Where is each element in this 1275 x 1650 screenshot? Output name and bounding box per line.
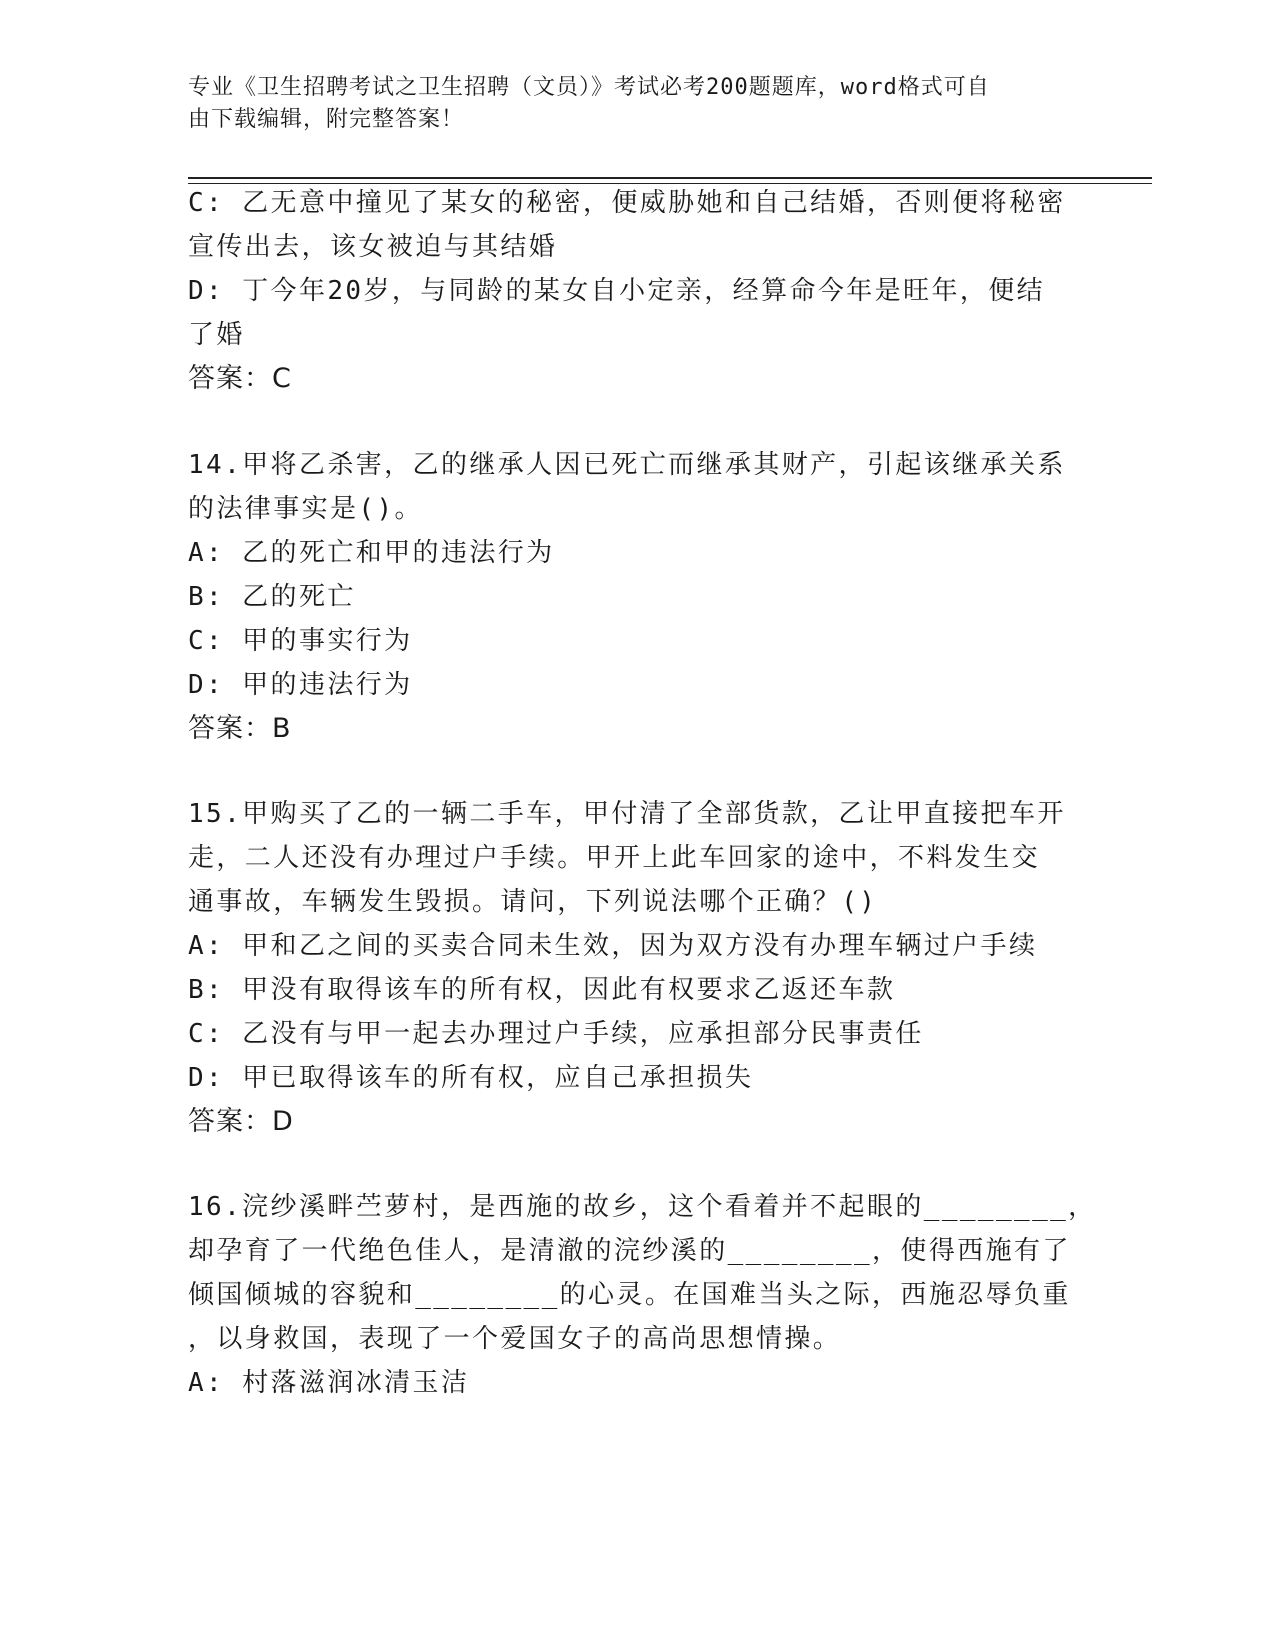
q15-option-b: B: 甲没有取得该车的所有权，因此有权要求乙返还车款 bbox=[188, 975, 896, 1005]
q15-option-a: A: 甲和乙之间的买卖合同未生效，因为双方没有办理车辆过户手续 bbox=[188, 931, 1038, 961]
q14-stem-line-2: 的法律事实是()。 bbox=[188, 494, 423, 524]
header-line-1: 专业《卫生招聘考试之卫生招聘（文员）》考试必考200题题库，word格式可自 bbox=[188, 75, 990, 100]
q15-option-c: C: 乙没有与甲一起去办理过户手续，应承担部分民事责任 bbox=[188, 1019, 924, 1049]
header-line-2: 由下载编辑，附完整答案！ bbox=[188, 107, 465, 132]
q15-stem-line-2: 走，二人还没有办理过户手续。甲开上此车回家的途中，不料发生交 bbox=[188, 843, 1041, 873]
q13-option-d-line-1: D: 丁今年20岁，与同龄的某女自小定亲，经算命今年是旺年，便结 bbox=[188, 276, 1046, 306]
q15-option-d: D: 甲已取得该车的所有权，应自己承担损失 bbox=[188, 1063, 754, 1093]
q13-option-c-line-2: 宣传出去，该女被迫与其结婚 bbox=[188, 232, 558, 262]
q16-stem-line-1: 16.浣纱溪畔苎萝村，是西施的故乡，这个看着并不起眼的________， bbox=[188, 1192, 1097, 1222]
q14-answer: 答案：B bbox=[188, 713, 292, 744]
q14-option-c: C: 甲的事实行为 bbox=[188, 626, 413, 656]
header-divider-thick bbox=[188, 177, 1152, 179]
q15-stem-line-1: 15.甲购买了乙的一辆二手车，甲付清了全部货款，乙让甲直接把车开 bbox=[188, 799, 1066, 829]
q16-stem-line-2: 却孕育了一代绝色佳人，是清澈的浣纱溪的________，使得西施有了 bbox=[188, 1236, 1071, 1266]
q14-option-a: A: 乙的死亡和甲的违法行为 bbox=[188, 538, 555, 568]
document-header bbox=[188, 72, 1068, 136]
q13-option-c-line-1: C: 乙无意中撞见了某女的秘密，便威胁她和自己结婚，否则便将秘密 bbox=[188, 188, 1066, 218]
q16-stem-line-4: ，以身救国，表现了一个爱国女子的高尚思想情操。 bbox=[188, 1324, 842, 1354]
q15-stem-line-3: 通事故，车辆发生毁损。请问，下列说法哪个正确？() bbox=[188, 887, 878, 917]
q13-option-d-line-2: 了婚 bbox=[188, 320, 245, 350]
q14-stem-line-1: 14.甲将乙杀害，乙的继承人因已死亡而继承其财产，引起该继承关系 bbox=[188, 450, 1066, 480]
q14-option-b: B: 乙的死亡 bbox=[188, 582, 356, 612]
q14-option-d: D: 甲的违法行为 bbox=[188, 670, 413, 700]
q16-option-a: A: 村落滋润冰清玉洁 bbox=[188, 1368, 470, 1398]
q13-answer: 答案：C bbox=[188, 363, 292, 394]
q16-stem-line-3: 倾国倾城的容貌和________的心灵。在国难当头之际，西施忍辱负重 bbox=[188, 1280, 1071, 1310]
q15-answer: 答案：D bbox=[188, 1106, 294, 1137]
header-divider-thin bbox=[188, 183, 1152, 184]
